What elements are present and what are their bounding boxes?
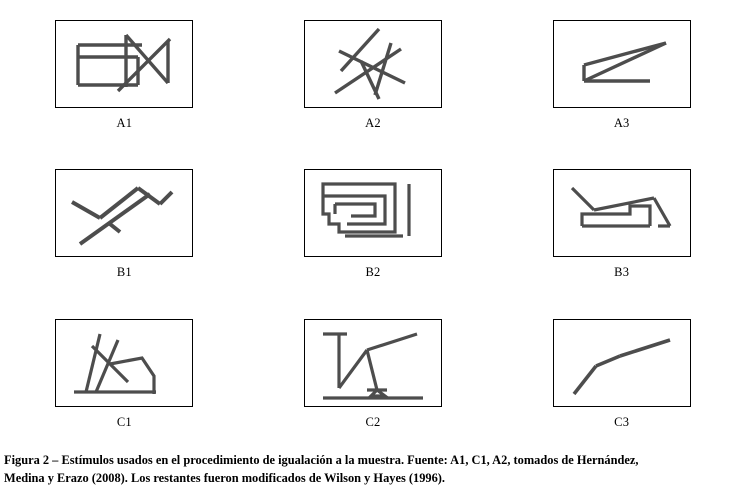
stimulus-box-b3: [553, 169, 691, 257]
figure-caption: [4, 452, 742, 487]
stimulus-cell-a3: [497, 0, 746, 149]
figure-caption-line-1: Figura 2 – Estímulos usados en el procedimiento de igualación a la muestra. Fuente: A1, C1, A2, tomados de Hernández,: [4, 453, 639, 467]
stimulus-c3-figure: [554, 320, 690, 406]
stimulus-box-b1: [55, 169, 193, 257]
stimulus-box-b2: [304, 169, 442, 257]
stimulus-a1-figure: [56, 21, 192, 107]
stimulus-label-b3: B3: [614, 265, 630, 280]
stimulus-b3-figure: [554, 170, 690, 256]
stimulus-cell-a1: [0, 0, 249, 149]
stimulus-label-c3: C3: [614, 414, 630, 429]
stimulus-box-c3: [553, 319, 691, 407]
stimulus-cell-b3: [497, 149, 746, 298]
stimulus-box-c1: [55, 319, 193, 407]
stimulus-cell-b2: [249, 149, 498, 298]
stimulus-b1-figure: [56, 170, 192, 256]
stimulus-b2-figure: [305, 170, 441, 256]
stimulus-label-c2: C2: [365, 414, 381, 429]
stimulus-box-a2: [304, 20, 442, 108]
stimulus-a3-figure: [554, 21, 690, 107]
stimulus-cell-c3: [497, 299, 746, 448]
stimulus-label-a2: A2: [365, 115, 381, 130]
stimulus-box-a1: [55, 20, 193, 108]
stimulus-cell-c2: [249, 299, 498, 448]
stimulus-cell-c1: [0, 299, 249, 448]
stimulus-label-a1: A1: [116, 115, 133, 130]
stimulus-label-c1: C1: [116, 414, 132, 429]
stimulus-cell-b1: [0, 149, 249, 298]
stimulus-label-b2: B2: [365, 265, 381, 280]
stimulus-c2-figure: [305, 320, 441, 406]
stimulus-label-a3: A3: [613, 115, 630, 130]
stimulus-cell-a2: [249, 0, 498, 149]
stimulus-a2-figure: [305, 21, 441, 107]
stimulus-label-b1: B1: [116, 265, 132, 280]
stimulus-box-c2: [304, 319, 442, 407]
stimulus-box-a3: [553, 20, 691, 108]
figure-caption-line-2: Medina y Erazo (2008). Los restantes fueron modificados de Wilson y Hayes (1996).: [4, 470, 446, 485]
stimulus-c1-figure: [56, 320, 192, 406]
